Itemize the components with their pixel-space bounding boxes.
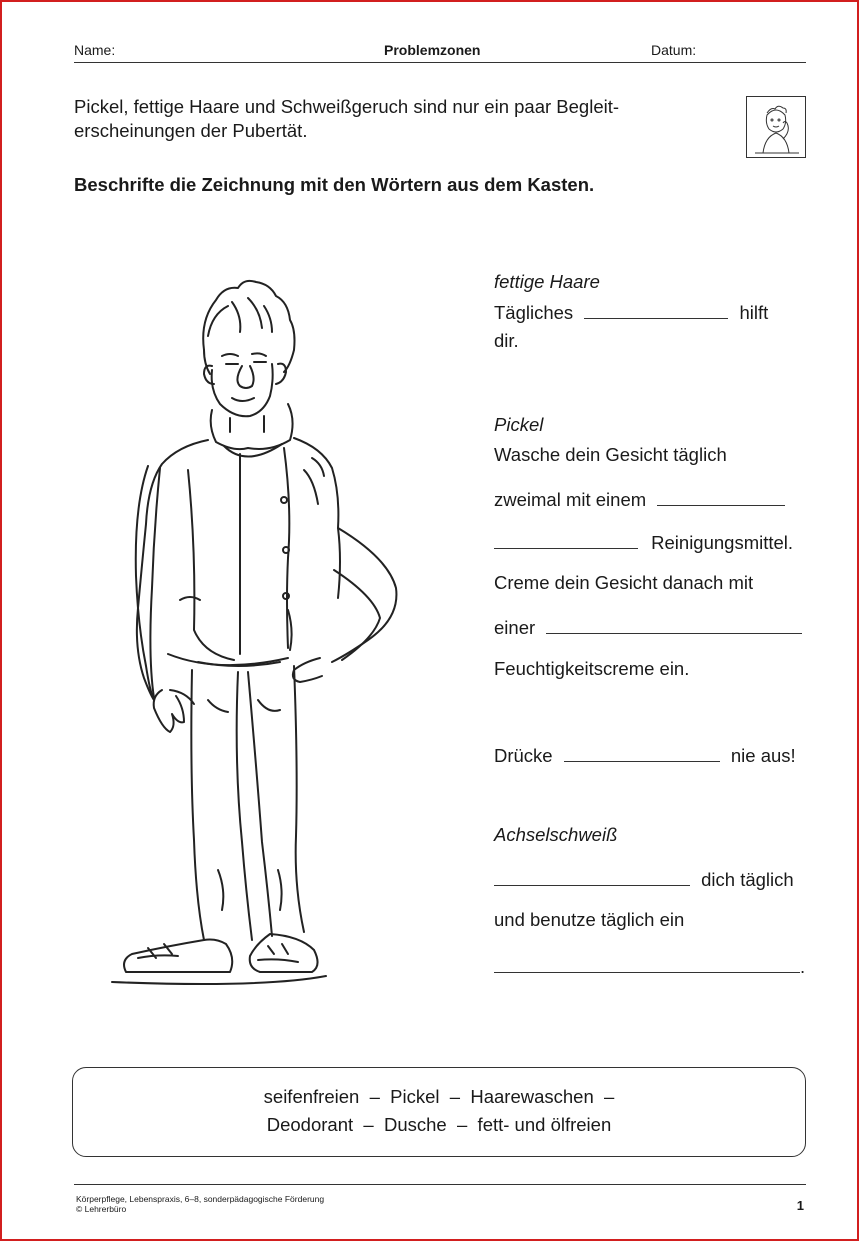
intro-line-2: erscheinungen der Pubertät. xyxy=(74,120,308,141)
task-instruction: Beschrifte die Zeichnung mit den Wörtern aus dem Kasten. xyxy=(74,174,595,195)
sweat-line-3 xyxy=(494,954,805,978)
blank-deodorant[interactable] xyxy=(494,954,800,973)
date-label: Datum: xyxy=(651,42,697,58)
boy-illustration xyxy=(108,270,428,1000)
pimples-line-1: Wasche dein Gesicht täglich xyxy=(494,444,727,465)
worksheet-header xyxy=(74,40,806,63)
word-box-row-2: Deodorant – Dusche – fett- und ölfreien xyxy=(266,1114,612,1135)
sweat-line-1-end: dich täglich xyxy=(701,869,794,890)
pimples-line-7 xyxy=(494,743,796,767)
worksheet-title: Problemzonen xyxy=(384,42,481,58)
footer-copyright: © Lehrerbüro xyxy=(76,1204,127,1214)
pimples-line-7-start: Drücke xyxy=(494,745,553,766)
hair-line-1-end: hilft xyxy=(739,302,769,323)
word-box-row-1: seifenfreien – Pickel – Haarewaschen – xyxy=(263,1086,615,1107)
intro-text xyxy=(74,95,724,143)
pimples-line-4: Creme dein Gesicht danach mit xyxy=(494,572,754,593)
hair-line-1 xyxy=(494,300,768,324)
sweat-line-2: und benutze täglich ein xyxy=(494,909,685,930)
pimples-line-5 xyxy=(494,615,802,639)
pimples-line-2 xyxy=(494,487,785,511)
word-box xyxy=(72,1067,806,1157)
thinking-boy-icon xyxy=(746,96,806,158)
blank-feuchtigkeitscreme[interactable] xyxy=(546,615,802,634)
pimples-line-6: Feuchtigkeitscreme ein. xyxy=(494,658,690,679)
pimples-line-5-start: einer xyxy=(494,617,536,638)
hair-line-1-start: Tägliches xyxy=(494,302,574,323)
blank-dusche[interactable] xyxy=(494,867,690,886)
page-footer xyxy=(74,1184,806,1214)
sweat-line-3-end: . xyxy=(800,956,806,977)
blank-reinigungsmittel-2[interactable] xyxy=(494,530,638,549)
page-number: 1 xyxy=(796,1198,804,1213)
blank-reinigungsmittel-1[interactable] xyxy=(657,487,785,506)
hair-line-2: dir. xyxy=(494,330,519,351)
pimples-line-3-end: Reinigungsmittel. xyxy=(651,532,794,553)
pimples-line-3 xyxy=(494,530,793,554)
heading-pickel: Pickel xyxy=(494,414,544,435)
footer-source: Körperpflege, Lebenspraxis, 6–8, sonderpädagogische Förderung xyxy=(76,1194,325,1204)
heading-fettige-haare: fettige Haare xyxy=(494,271,600,292)
name-label: Name: xyxy=(74,42,116,58)
intro-line-1: Pickel, fettige Haare und Schweißgeruch sind nur ein paar Begleit- xyxy=(74,96,620,117)
pimples-line-7-end: nie aus! xyxy=(730,745,796,766)
pimples-line-2-start: zweimal mit einem xyxy=(494,489,647,510)
blank-pickel[interactable] xyxy=(564,743,720,762)
heading-achselschweiss: Achselschweiß xyxy=(494,824,618,845)
sweat-line-1 xyxy=(494,867,794,891)
blank-haarewaschen[interactable] xyxy=(584,300,728,319)
